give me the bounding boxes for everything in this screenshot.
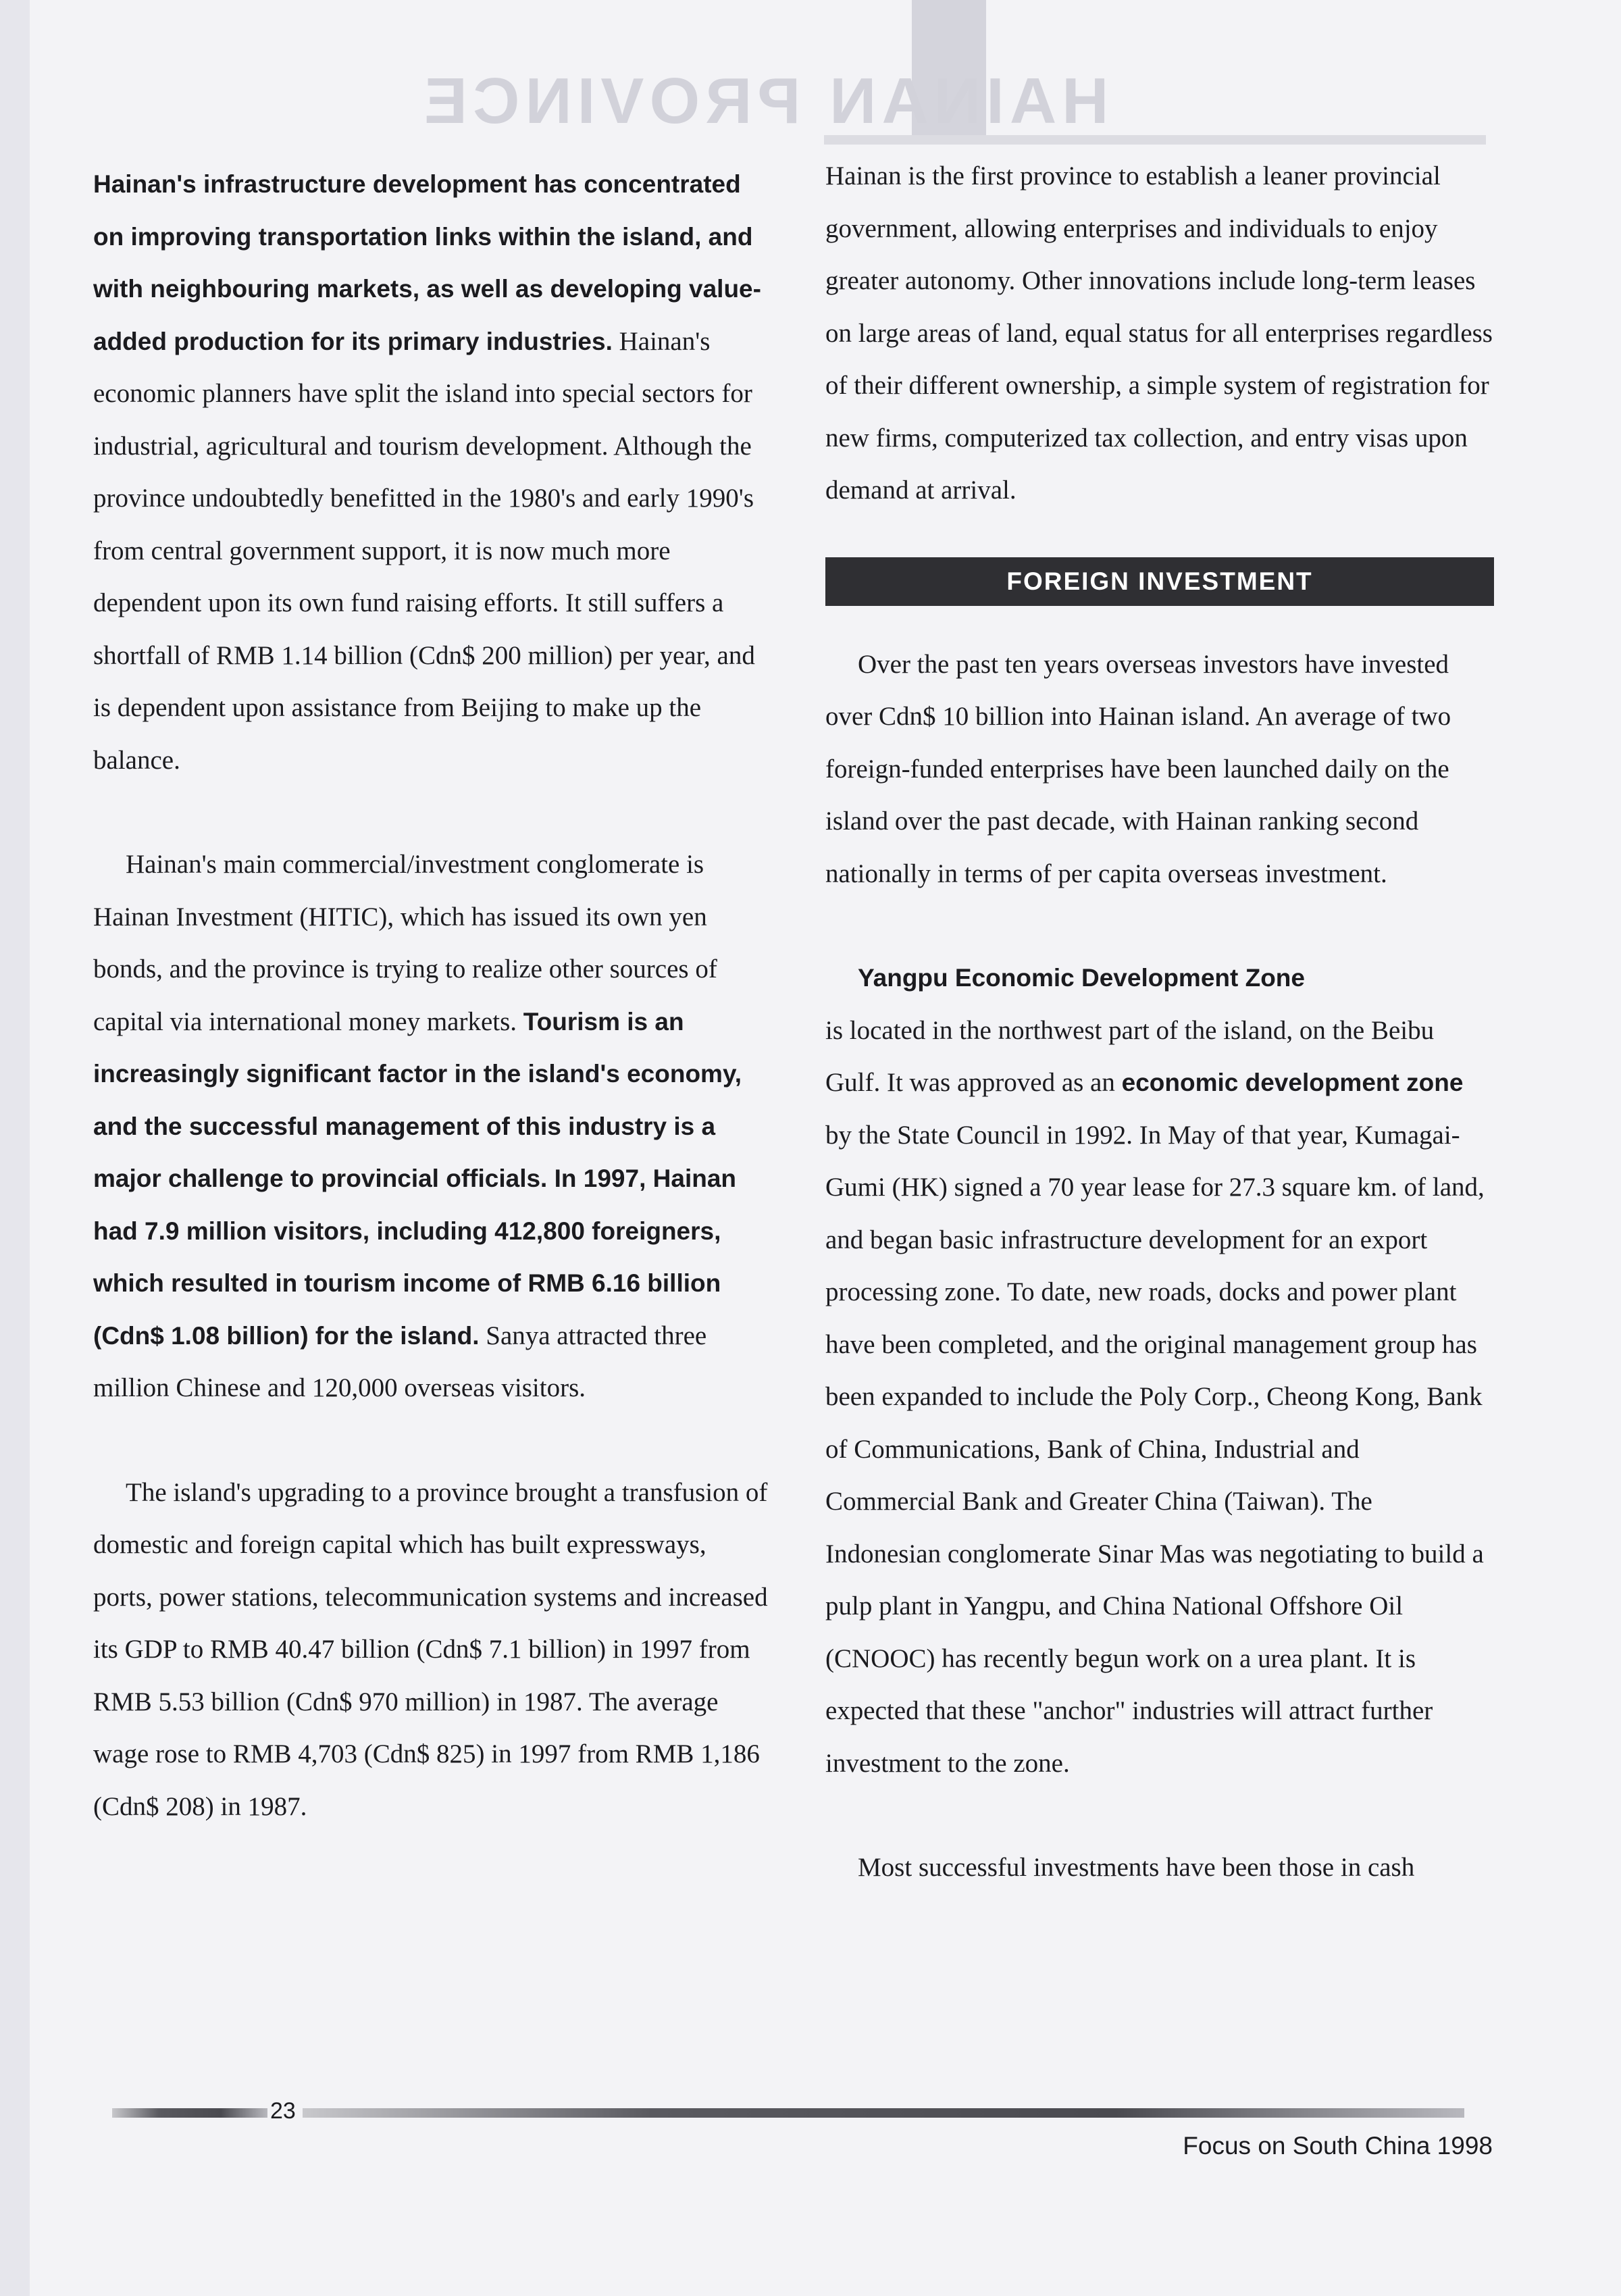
- yangpu-body: by the State Council in 1992. In May of that year, Kumagai-Gumi (HK) signed a 70 year lease for 27.3 square km. of land, and began basic infrastructure development for an export processing zone. To date, new roads, docks and power plant have been completed, and the original management group has been expanded to include the Poly Corp., Cheong Kong, Bank of Communications, Bank of China, Industrial and Commercial Bank and Greater China (Taiwan). The Indonesian conglomerate Sinar Mas was negotiating to build a pulp plant in Yangpu, and China National Offshore Oil (CNOOC) has recently begun work on a urea plant. It is expected that these "anchor" industries will attract further investment to the zone.: [825, 1120, 1485, 1778]
- yangpu-subheading: Yangpu Economic Development Zone: [858, 964, 1305, 992]
- binding-shadow: [0, 0, 30, 2296]
- footer-rule-left: [112, 2108, 267, 2118]
- successful-investments-body: Most successful investments have been those in cash: [858, 1853, 1415, 1882]
- left-column: [93, 158, 769, 1833]
- paragraph-government: [825, 150, 1494, 517]
- upgrading-body: The island's upgrading to a province brought a transfusion of domestic and foreign capital which has built expressways, ports, power stations, telecommunication systems and increased its GDP to RMB 40.47 billion (Cdn$ 7.1 billion) in 1997 from RMB 5.53 billion (Cdn$ 970 million) in 1987. The average wage rose to RMB 4,703 (Cdn$ 825) in 1997 from RMB 1,186 (Cdn$ 208) in 1987.: [93, 1477, 768, 1821]
- bleed-through-header: HAINAN PROVINCE: [419, 65, 1109, 137]
- paragraph-upgrading: [93, 1466, 769, 1833]
- section-heading-foreign-investment: FOREIGN INVESTMENT: [825, 557, 1494, 606]
- overseas-investors-body: Over the past ten years overseas investors have invested over Cdn$ 10 billion into Hainan island. An average of two foreign-funded enterprises have been launched daily on the island over the past decade, with Hainan ranking second nationally in terms of per capita overseas investment.: [825, 649, 1451, 888]
- bleed-through-rule: [824, 135, 1486, 145]
- page-number: 23: [270, 2098, 296, 2124]
- tourism-highlight: Tourism is an increasingly significant factor in the island's economy, and the successful management of this industry is a major challenge to provincial officials. In 1997, Hainan had 7.9 million visitors, including 412,800 foreigners, which resulted in tourism income of RMB 6.16 billion (Cdn$ 1.08 billion) for the island.: [93, 1007, 742, 1350]
- infrastructure-body: Hainan's economic planners have split the island into special sectors for industrial, agricultural and tourism development. Although the province undoubtedly benefitted in the 1980's and early 1990's from central government support, it is now much more dependent upon its own fund raising efforts. It still suffers a shortfall of RMB 1.14 billion (Cdn$ 200 million) per year, and is dependent upon assistance from Beijing to make up the balance.: [93, 326, 755, 775]
- publication-title: Focus on South China 1998: [1183, 2132, 1493, 2160]
- yangpu-intro: is located in the northwest part of the island, on the Beibu Gulf. It was approved as an: [825, 1015, 1435, 1097]
- paragraph-successful-investments: [825, 1841, 1494, 1894]
- paragraph-overseas-investors: [825, 638, 1494, 900]
- yangpu-highlight: economic development zone: [1121, 1069, 1464, 1096]
- bleed-through-tab: [912, 0, 986, 135]
- infrastructure-lead: Hainan's infrastructure development has concentrated on improving transportation links within the island, and with neighbouring markets, as well as developing value-added production for its primary industries.: [93, 170, 761, 355]
- paragraph-yangpu: [825, 952, 1494, 1789]
- paragraph-conglomerate: [93, 838, 769, 1414]
- right-column: [825, 150, 1494, 1894]
- footer-rule-right: [303, 2108, 1464, 2118]
- government-body: Hainan is the first province to establish a leaner provincial government, allowing enterprises and individuals to enjoy greater autonomy. Other innovations include long-term leases on large areas of land, equal status for all enterprises regardless of their different ownership, a simple system of registration for new firms, computerized tax collection, and entry visas upon demand at arrival.: [825, 161, 1493, 505]
- sanya-visitors: Sanya attracted three million Chinese and 120,000 overseas visitors.: [93, 1321, 707, 1402]
- conglomerate-body: Hainan's main commercial/investment conglomerate is Hainan Investment (HITIC), which has issued its own yen bonds, and the province is trying to realize other sources of capital via international money markets.: [93, 850, 717, 1036]
- paragraph-infrastructure: [93, 158, 769, 786]
